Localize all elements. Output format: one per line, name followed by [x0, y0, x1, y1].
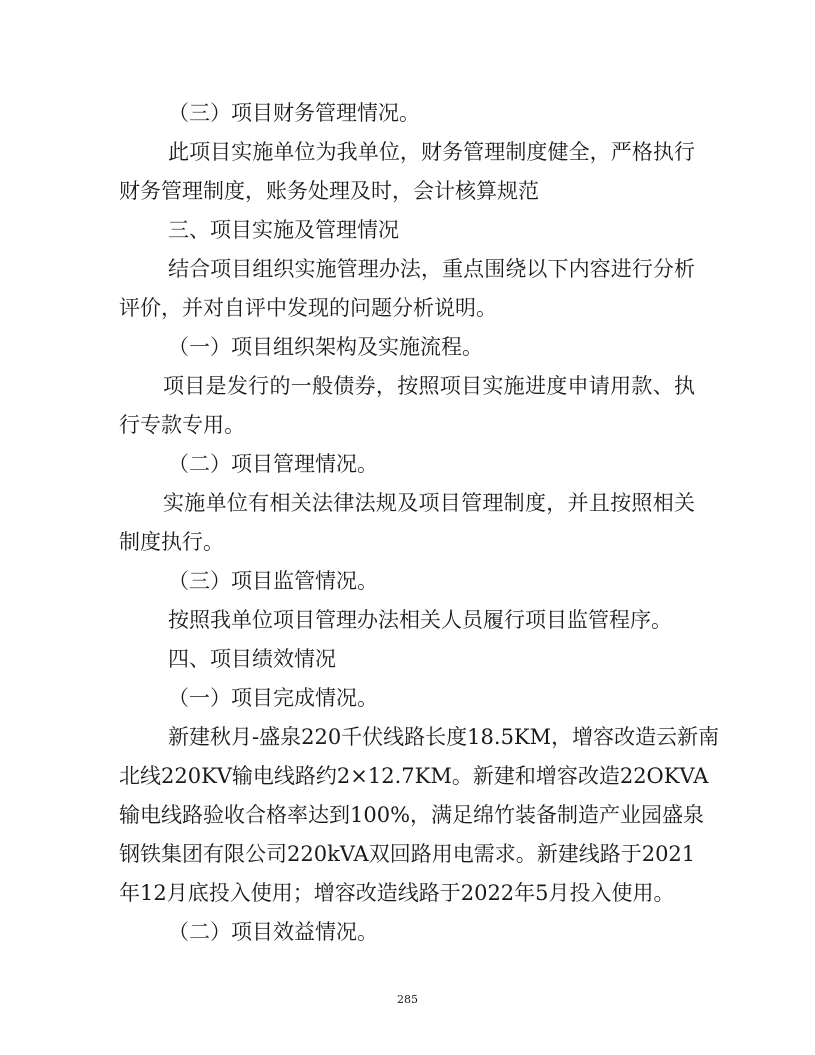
paragraph-line: 行专款专用。 — [119, 413, 245, 437]
paragraph-line: 结合项目组织实施管理办法，重点围绕以下内容进行分析 — [168, 257, 695, 281]
paragraph-line: 按照我单位项目管理办法相关人员履行项目监管程序。 — [168, 608, 672, 632]
paragraph-line: 北线220KV输电线路约2×12.7KM。新建和增容改造22OKVA — [119, 764, 709, 788]
subheading-management: （二）项目管理情况。 — [168, 452, 378, 476]
paragraph-line: 制度执行。 — [119, 530, 224, 554]
paragraph-line: 财务管理制度，账务处理及时，会计核算规范 — [119, 179, 539, 203]
paragraph-line: 此项目实施单位为我单位，财务管理制度健全，严格执行 — [168, 140, 695, 164]
paragraph-line: 新建秋月-盛泉220千伏线路长度18.5KM，增容改造云新南 — [168, 725, 720, 749]
subheading-benefits: （二）项目效益情况。 — [168, 920, 378, 944]
paragraph-line: 项目是发行的一般债券，按照项目实施进度申请用款、执 — [163, 374, 695, 398]
paragraph-line: 年12月底投入使用；增容改造线路于2022年5月投入使用。 — [119, 881, 675, 905]
paragraph-line: 钢铁集团有限公司220kVA双回路用电需求。新建线路于2021 — [119, 842, 696, 866]
subheading-supervision: （三）项目监管情况。 — [168, 569, 378, 593]
section-heading-performance: 四、项目绩效情况 — [168, 647, 336, 671]
subheading-finance: （三）项目财务管理情况。 — [168, 101, 420, 125]
paragraph-line: 输电线路验收合格率达到100%，满足绵竹装备制造产业园盛泉 — [119, 803, 705, 827]
paragraph-line: 评价，并对自评中发现的问题分析说明。 — [119, 296, 497, 320]
section-heading-implementation: 三、项目实施及管理情况 — [168, 218, 399, 242]
page-number: 285 — [397, 993, 418, 1006]
subheading-organization: （一）项目组织架构及实施流程。 — [168, 335, 483, 359]
paragraph-line: 实施单位有相关法律法规及项目管理制度，并且按照相关 — [163, 491, 695, 515]
subheading-completion: （一）项目完成情况。 — [168, 686, 378, 710]
